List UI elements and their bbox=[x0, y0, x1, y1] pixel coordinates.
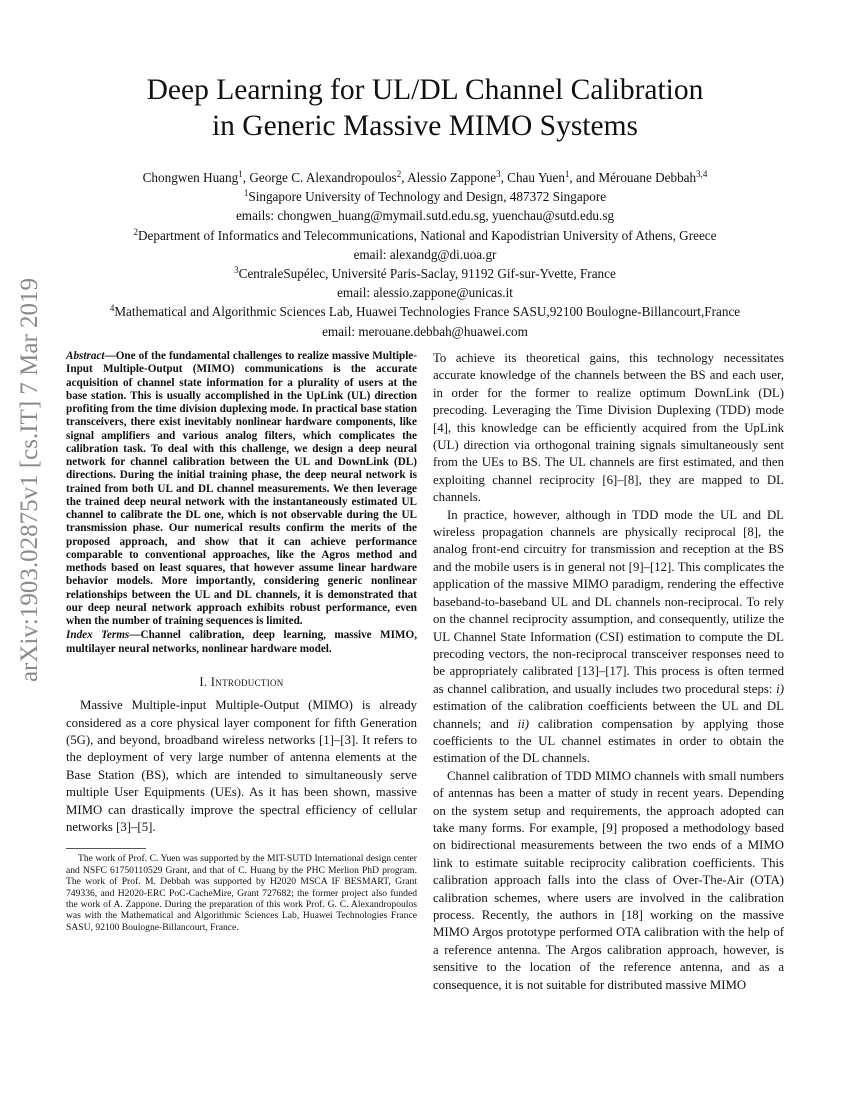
affiliation-marker: 2 bbox=[396, 169, 402, 179]
affiliation-1-email: emails: chongwen_huang@mymail.sutd.edu.sg, yuenchau@sutd.edu.sg bbox=[235, 208, 615, 224]
index-terms-text: —Channel calibration, deep learning, massive MIMO, multilayer neural networks, nonlinear hardware model. bbox=[66, 629, 417, 655]
abstract bbox=[66, 350, 417, 628]
title-line-2: in Generic Massive MIMO Systems bbox=[211, 110, 639, 142]
author-name: , Alessio Zappone bbox=[401, 170, 497, 185]
text-run: estimation of the calibration coefficients between the UL and DL channels; and bbox=[433, 699, 784, 731]
index-terms bbox=[66, 629, 417, 656]
abstract-label: Abstract bbox=[66, 350, 105, 362]
affiliation-name: Singapore University of Technology and Design, 487372 Singapore bbox=[248, 189, 607, 205]
abstract-text: —One of the fundamental challenges to realize massive Multiple-Input Multiple-Output (MIMO) communications is the accurate acquisition of channel state information for a plurality of users at the base station. This is usually accomplished in the UpLink (UL) direction profiting from the time division duplexing mode. In practical base station transceivers, there exist inevitably nonlinear hardware components, like signal amplifiers and various analog filters, which complicates the calibration task. To deal with this challenge, we design a deep neural network for channel calibration between the UL and DownLink (DL) directions. During the initial training phase, the deep neural network is trained from both UL and DL channel measurements. We then leverage the trained deep neural network with the instantaneously estimated UL channel to calibrate the DL one, which is not observable during the UL transmission phase. Our numerical results confirm the merits of the proposed approach, and show that it can achieve performance comparable to conventional approaches, like the Agros method and methods based on least squares, that however assume linear hardware behavior models. More importantly, considering generic nonlinear relationships between the UL and DL channels, it is demonstrated that our deep neural network approach exhibits robust performance, even when the number of training sequences is limited. bbox=[66, 350, 417, 627]
paper-title bbox=[60, 72, 790, 144]
affiliation-marker: 1 bbox=[564, 169, 570, 179]
author-name: Chongwen Huang bbox=[142, 170, 239, 185]
footnote-rule bbox=[66, 848, 146, 849]
author-name: , Chau Yuen bbox=[500, 170, 565, 185]
affiliation-marker: 2 bbox=[133, 226, 138, 237]
affiliation-3 bbox=[40, 264, 810, 283]
text-run: In practice, however, although in TDD mode the UL and DL wireless propagation channels are physically reciprocal [8], the analog front-end circuitry for transmission and reception at the BS and the mobile users is in general not [9]–[12]. This complicates the application of the massive MIMO paradigm, rendering the effective baseband-to-baseband UL and DL channels non-reciprocal. To rely on the channel reciprocity assumption, and consequently, utilize the UL Channel State Information (CSI) estimation to compute the DL precoding vectors, the non-reciprocal transceiver responses need to be appropriately calibrated [13]–[17]. This process is often termed as channel calibration, and usually includes two procedural steps: bbox=[433, 507, 784, 696]
affiliation-marker: 1 bbox=[243, 188, 249, 199]
arxiv-id: arXiv:1903.02875v1 [cs.IT] 7 Mar 2019 bbox=[16, 277, 43, 683]
section-number: I. bbox=[199, 674, 211, 689]
step-marker: i) bbox=[776, 681, 784, 696]
affiliation-3-email: email: alessio.zappone@unicas.it bbox=[337, 285, 513, 301]
affiliation-marker: 3 bbox=[234, 265, 239, 276]
affiliation-name: Mathematical and Algorithmic Sciences Lab, Huawei Technologies France SASU,92100 Boulogne-Billancourt,France bbox=[114, 304, 741, 320]
affiliation-name: Department of Informatics and Telecommunications, National and Kapodistrian University of Athens, Greece bbox=[137, 227, 717, 243]
author-list bbox=[40, 168, 810, 187]
step-marker: ii) bbox=[517, 716, 530, 731]
author-name: , George C. Alexandropoulos bbox=[242, 170, 397, 185]
footnote: The work of Prof. C. Yuen was supported by the MIT-SUTD International design center and NSFC 61750110529 Grant, and that of C. Huang by the PHC Merlion PhD program. The work of Prof. M. Debbah was supported by H2020 MSCA IF BESMART, Grant 749336, and H2020-ERC PoC-CacheMire, Grant 727682; the former project also funded the work of A. Zappone. During the preparation of this work Prof. G. C. Alexandropoulos was with the Mathematical and Algorithmic Sciences Lab, Huawei Technologies France SASU, 92100 Boulogne-Billancourt, France. bbox=[66, 853, 417, 933]
author-name: , and Mérouane Debbah bbox=[569, 170, 697, 185]
text-run: calibration compensation by applying those coefficients to the UL channel estimates in order to obtain the estimation of the DL channels. bbox=[433, 716, 784, 766]
affiliation-marker: 3 bbox=[496, 169, 501, 179]
arxiv-stamp bbox=[10, 277, 50, 683]
affiliation-1 bbox=[40, 187, 810, 206]
section-heading bbox=[66, 674, 417, 691]
section-title: Introduction bbox=[210, 674, 284, 689]
intro-paragraph-1: Massive Multiple-input Multiple-Output (MIMO) is already considered as a core physical layer component for fifth Generation (5G), and beyond, broadband wireless networks [1]–[3]. It refers to the deployment of very large number of antenna elements at the Base Station (BS), which are intended to simultaneously serve multiple User Equipments (UEs). As it has been shown, massive MIMO can drastically improve the spectral efficiency of cellular networks [3]–[5]. bbox=[66, 698, 417, 834]
left-column bbox=[66, 350, 417, 933]
title-line-1: Deep Learning for UL/DL Channel Calibration bbox=[146, 74, 704, 106]
affiliation-2-email: email: alexandg@di.uoa.gr bbox=[353, 246, 497, 262]
paragraph-tdd: To achieve its theoretical gains, this technology necessitates accurate knowledge of the channels between the BS and each user, in order for the former to realize optimum DownLink (DL) precoding. Leveraging the Time Division Duplexing (TDD) mode [4], this knowledge can be efficiently acquired from the UpLink (UL) direction via orthogonal training signals simultaneously sent from the UEs to BS. The UL channels are first estimated, and then exploiting channel reciprocity [6]–[8], they are mapped to DL channels. bbox=[433, 351, 784, 505]
affiliation-name: CentraleSupélec, Université Paris-Saclay, 91192 Gif-sur-Yvette, France bbox=[238, 266, 616, 282]
affiliation-4 bbox=[40, 302, 810, 321]
right-column bbox=[433, 350, 784, 994]
affiliation-4-email: email: merouane.debbah@huawei.com bbox=[322, 323, 528, 339]
paragraph-related-work: Channel calibration of TDD MIMO channels with small numbers of antennas has been a matter of study in recent years. Depending on the system setup and requirements, the approach adopted can take many forms. For example, [9] proposed a methodology based on bidirectional measurements between the two ends of a MIMO link to estimate suitable reciprocity calibration coefficients. This calibration approach falls into the class of Over-The-Air (OTA) calibration schemes, where users are involved in the calibration process. Recently, the authors in [18] working on the massive MIMO Argos prototype performed OTA calibration with the help of a reference antenna. The Argos calibration approach, however, is sensitive to the location of the reference antenna, and as a consequence, it is not suitable for distributed massive MIMO bbox=[433, 768, 784, 992]
affiliation-marker: 3,4 bbox=[696, 169, 708, 179]
affiliation-2 bbox=[40, 226, 810, 245]
affiliation-marker: 4 bbox=[109, 303, 115, 314]
index-terms-label: Index Terms bbox=[66, 629, 130, 642]
paragraph-calibration bbox=[433, 507, 784, 768]
author-block bbox=[40, 168, 810, 341]
affiliation-marker: 1 bbox=[238, 169, 243, 179]
